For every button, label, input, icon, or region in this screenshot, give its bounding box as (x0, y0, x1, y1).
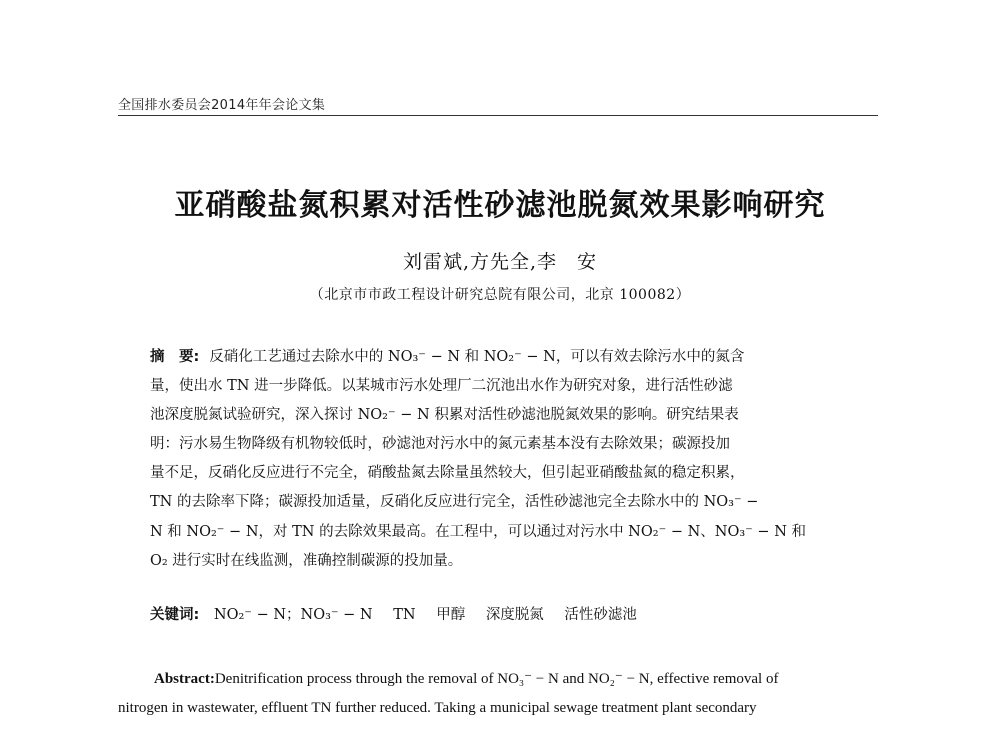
english-abstract (118, 665, 878, 723)
abstract-line: 池深度脱氮试验研究，深入探讨 NO₂⁻ − N 积累对活性砂滤池脱氮效果的影响。研究结果表 (150, 407, 739, 424)
paper-title: 亚硝酸盐氮积累对活性砂滤池脱氮效果影响研究 (174, 188, 826, 223)
abstract-text: Denitrification process through the removal of NO₃⁻ − N and NO₂⁻ − N, effective removal of (214, 671, 779, 687)
abstract-line: 量，使出水 TN 进一步降低。以某城市污水处理厂二沉池出水作为研究对象，进行活性砂滤 (150, 378, 733, 395)
authors: 刘雷斌,方先全,李 安 (402, 251, 598, 273)
abstract-line (150, 343, 834, 372)
abstract-label: Abstract: (154, 671, 215, 687)
keyword: 甲醇 (436, 607, 466, 623)
affiliation: （北京市市政工程设计研究总院有限公司，北京 100082） (309, 287, 691, 303)
keyword: NO₂⁻ − N；NO₃⁻ − N (213, 607, 373, 623)
abstract-line: N 和 NO₂⁻ − N，对 TN 的去除效果最高。在工程中，可以通过对污水中 NO₂⁻ − N、NO₃⁻ − N 和 (150, 523, 806, 540)
abstract-line: 量不足，反硝化反应进行不完全，硝酸盐氮去除量虽然较大，但引起亚硝酸盐氮的稳定积累， (150, 465, 745, 482)
abstract-line: 明：污水易生物降级有机物较低时，砂滤池对污水中的氮元素基本没有去除效果；碳源投加 (150, 436, 730, 453)
keywords (150, 603, 834, 624)
abstract-line: O₂ 进行实时在线监测，准确控制碳源的投加量。 (150, 552, 463, 569)
keyword: TN (393, 607, 416, 623)
keywords-label: 关键词: (150, 607, 200, 623)
abstract-text: 反硝化工艺通过去除水中的 NO₃⁻ − N 和 NO₂⁻ − N，可以有效去除污水中的氮含 (209, 349, 745, 365)
abstract-line: nitrogen in wastewater, effluent TN further reduced. Taking a municipal sewage treatment plant secondary (118, 700, 757, 716)
abstract-label: 摘 要: (150, 349, 200, 365)
running-head: 全国排水委员会2014年年会论文集 (118, 94, 878, 116)
abstract-line (118, 665, 878, 694)
abstract-line: TN 的去除率下降；碳源投加适量，反硝化反应进行完全，活性砂滤池完全去除水中的 NO₃⁻ − (150, 494, 759, 511)
keyword: 深度脱氮 (485, 607, 544, 623)
keyword: 活性砂滤池 (564, 607, 637, 623)
chinese-abstract (150, 343, 834, 576)
